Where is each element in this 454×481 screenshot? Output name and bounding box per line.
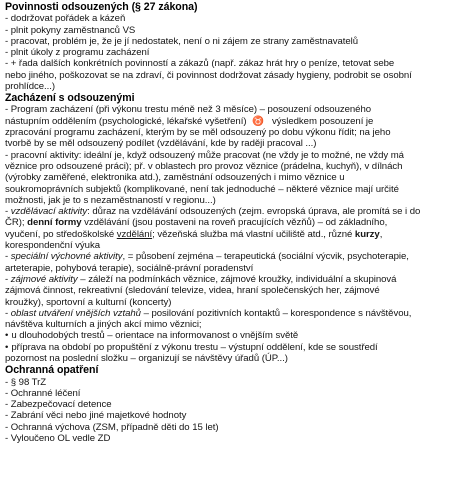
text-line: - Ochranné léčení (5, 387, 81, 399)
text-span: , = působení zejména – terapeutická (sociální výcvik, psychoterapie, (122, 251, 409, 263)
text-line: - plnit úkoly z programu zacházení (5, 47, 150, 59)
text-line: - zájmové aktivity – záleží na podmínkách věznice, zájmové kroužky, individuální a skupinová (5, 273, 397, 285)
arrow-symbol-icon: ♉ (252, 115, 265, 127)
italic-label: oblast utváření vnějších vztahů (10, 307, 141, 319)
section-heading-zachazeni: Zacházení s odsouzenými (5, 92, 135, 105)
text-line (5, 229, 451, 240)
text-line: - vzdělávací aktivity: důraz na vzdělávání odsouzených (zejm. evropská úprava, ale promítá se i do (5, 206, 421, 218)
bold-span: denní formy (27, 217, 82, 229)
text-line: korespondenční výuka (5, 240, 100, 252)
italic-label: zájmové aktivity (10, 273, 78, 285)
bold-span: kurzy (354, 228, 380, 240)
text-span: : důraz na vzdělávání odsouzených (zejm. evropská úprava, ale promítá se i do (87, 206, 421, 218)
text-line: - Ochranná výchova (ZSM, případně děti do 15 let) (5, 421, 219, 433)
text-line: - + řada dalších konkrétních povinností a zákazů (např. zákaz hrát hry o peníze, tetovat sebe (5, 58, 395, 70)
bullet-line: • příprava na období po propuštění z výkonu trestu – výstupní oddělení, kde se soustředí (5, 342, 451, 353)
text-line: nebo jiného, poškozovat se na zdraví, či povinnost dodržovat zásady hygieny, podrobit se osobní (5, 69, 412, 81)
text-line: - dodržovat pořádek a kázeň (5, 13, 126, 25)
text-line: zájmová činnost, rekreativní (sledování televize, videa, hraní společenských her, zájmové (5, 285, 380, 297)
text-line (5, 116, 451, 127)
text-line: kroužky), sportovní a kulturní (koncerty) (5, 296, 172, 308)
text-span: ČR); (5, 217, 28, 229)
text-line: - § 98 TrZ (5, 376, 47, 388)
text-span: vzdělávání (jsou postaveni na roveň pracujících vězňů) – od základního, (81, 217, 388, 229)
text-line: soukromoprávních subjektů (komplikované, není tak jednoduché – některé věznice mají určité (5, 183, 399, 195)
section-heading-povinnosti: Povinnosti odsouzených (§ 27 zákona) (5, 1, 198, 13)
bullet-line: • u dlouhodobých trestů – orientace na informovanost o vnějším světě (5, 330, 451, 341)
text-line: věznice pro odsouzené práci); př. v oblastech pro provoz věznice (prádelna, kuchyň), v dílnách (5, 160, 403, 172)
text-span: – posilování pozitivních kontaktů – korespondence s návštěvou, (140, 307, 412, 319)
text-span: , (379, 228, 383, 240)
text-line: (výrobky zaměřené, elektronika atd.), zaměstnání odsouzených i mimo věznice u (5, 172, 345, 184)
italic-label: vzdělávací aktivity (10, 206, 88, 218)
text-line: - Program zacházení (při výkonu trestu méně než 3 měsíce) – posouzení odsouzeného (5, 104, 372, 116)
document-page (5, 1, 451, 444)
text-line (5, 217, 451, 228)
text-line: pozornost na poslední složku – organizují se návštěvy úřadů (ÚP...) (5, 353, 288, 365)
text-line: možnosti, jak je to s nezaměstnaností v regionu...) (5, 194, 216, 206)
text-line: - Zabezpečovací detence (5, 399, 112, 411)
text-span: ; vězeňská služba má vlastní učiliště atd., různé (152, 228, 355, 240)
text-span: výsledkem posouzení je (272, 115, 374, 127)
text-line: - oblast utváření vnějších vztahů – posilování pozitivních kontaktů – korespondence s návštěvou, (5, 307, 412, 319)
text-line: prohlídce...) (5, 80, 56, 92)
text-line: - Vyloučeno OL vedle ZD (5, 433, 111, 444)
text-line: - plnit pokyny zaměstnanců VS (5, 24, 136, 36)
text-line: - Zabrání věci nebo jiné majetkové hodnoty (5, 410, 187, 422)
section-heading-ochranna: Ochranná opatření (5, 364, 99, 377)
text-line: návštěva kulturních a jiných akcí mimo věznici; (5, 319, 202, 331)
text-line: - pracovní aktivity: ideální je, když odsouzený může pracovat (ne vždy je to možné, ne vždy má (5, 149, 404, 161)
text-line: - pracovat, problém je, že je jí nedostatek, není o ni zájem ze strany zaměstnavatelů (5, 35, 359, 47)
text-span: nástupním oddělením (psychologické, lékařské vyšetření) (5, 115, 247, 127)
text-line: - speciální výchovné aktivity, = působení zejména – terapeutická (sociální výcvik, psychoterapie, (5, 251, 409, 263)
underlined-span: vzdělání (116, 228, 153, 240)
text-line: zpracování programu zacházení, kterým by se měl odsouzený po dobu výkonu řídit; na jeho (5, 127, 391, 139)
text-span: vyučení, po středoškolské (5, 228, 117, 240)
text-span: – záleží na podmínkách věznice, zájmové kroužky, individuální a skupinová (77, 273, 397, 285)
text-line: tvorbě by se měl odsouzený podílet (vzdělávání, kde by raději pracoval ...) (5, 138, 317, 150)
text-line: arteterapie, pohybová terapie), sociálně-právní poradenství (5, 262, 254, 274)
italic-label: speciální výchovné aktivity (10, 251, 123, 263)
